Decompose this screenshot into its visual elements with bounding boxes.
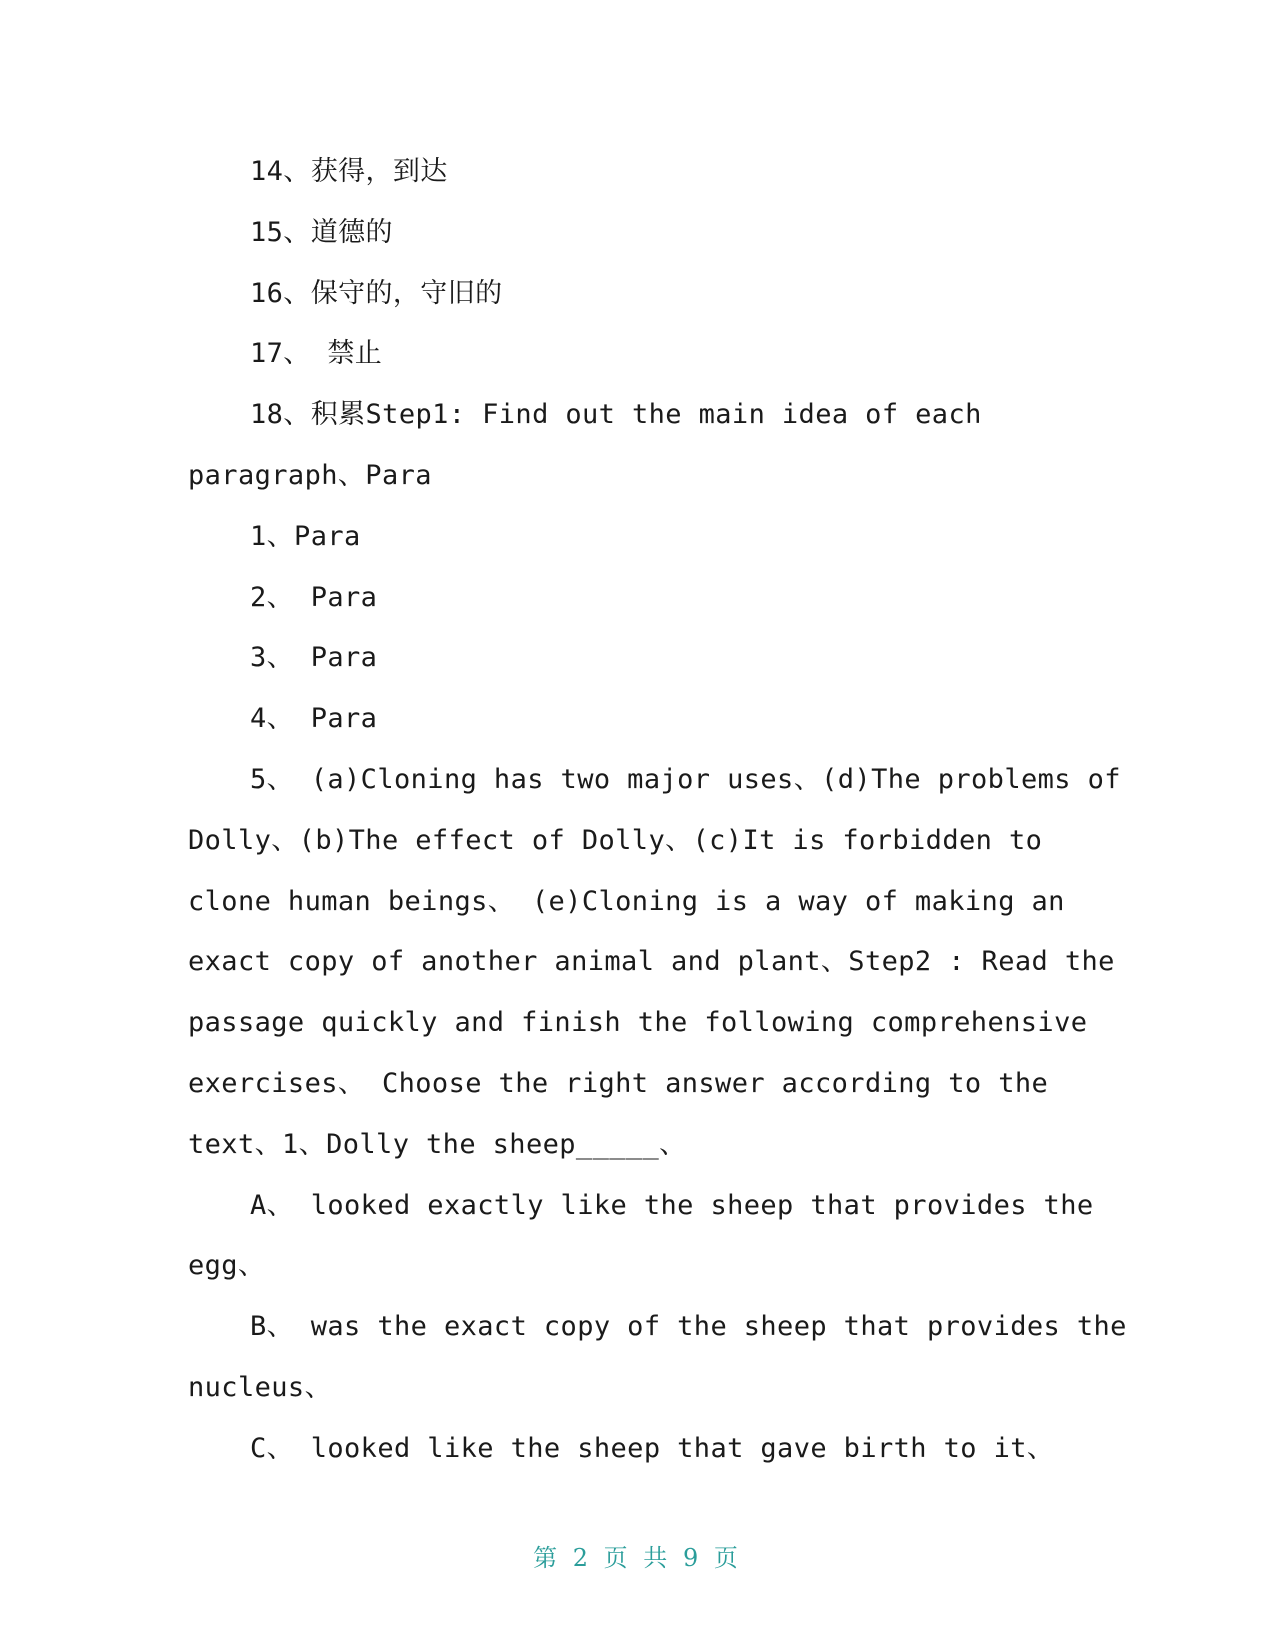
text-line: exact copy of another animal and plant、Step2 : Read the bbox=[188, 946, 1115, 978]
text-line: exercises、 Choose the right answer according to the bbox=[188, 1067, 1049, 1099]
text-line: paragraph、Para bbox=[188, 459, 432, 491]
document-body bbox=[188, 142, 1127, 1480]
text-line: 15、道德的 bbox=[250, 216, 393, 248]
text-line: egg、 bbox=[188, 1250, 266, 1282]
text-line: 17、 禁止 bbox=[250, 338, 383, 370]
text-line: 14、获得，到达 bbox=[250, 156, 448, 187]
answer-option-a: A、 looked exactly like the sheep that provides the bbox=[250, 1189, 1094, 1221]
answer-option-c: C、 looked like the sheep that gave birth to it、 bbox=[250, 1432, 1055, 1464]
text-line: 1、Para bbox=[250, 520, 361, 552]
text-line: passage quickly and finish the following comprehensive bbox=[188, 1007, 1088, 1039]
text-line: text、1、Dolly the sheep_____、 bbox=[188, 1128, 687, 1160]
text-line: 18、积累Step1: Find out the main idea of each bbox=[250, 399, 982, 431]
text-line: 5、 (a)Cloning has two major uses、(d)The problems of bbox=[250, 763, 1121, 795]
text-line: 4、 Para bbox=[250, 703, 378, 735]
answer-option-b: B、 was the exact copy of the sheep that provides the bbox=[250, 1311, 1127, 1343]
text-line: 3、 Para bbox=[250, 642, 378, 674]
text-line: 2、 Para bbox=[250, 581, 378, 613]
text-line: nucleus、 bbox=[188, 1371, 332, 1403]
page-number-footer: 第 2 页 共 9 页 bbox=[533, 1544, 742, 1572]
text-line: Dolly、(b)The effect of Dolly、(c)It is forbidden to bbox=[188, 824, 1043, 856]
text-line: clone human beings、 (e)Cloning is a way of making an bbox=[188, 885, 1065, 917]
text-line: 16、保守的，守旧的 bbox=[250, 277, 503, 309]
